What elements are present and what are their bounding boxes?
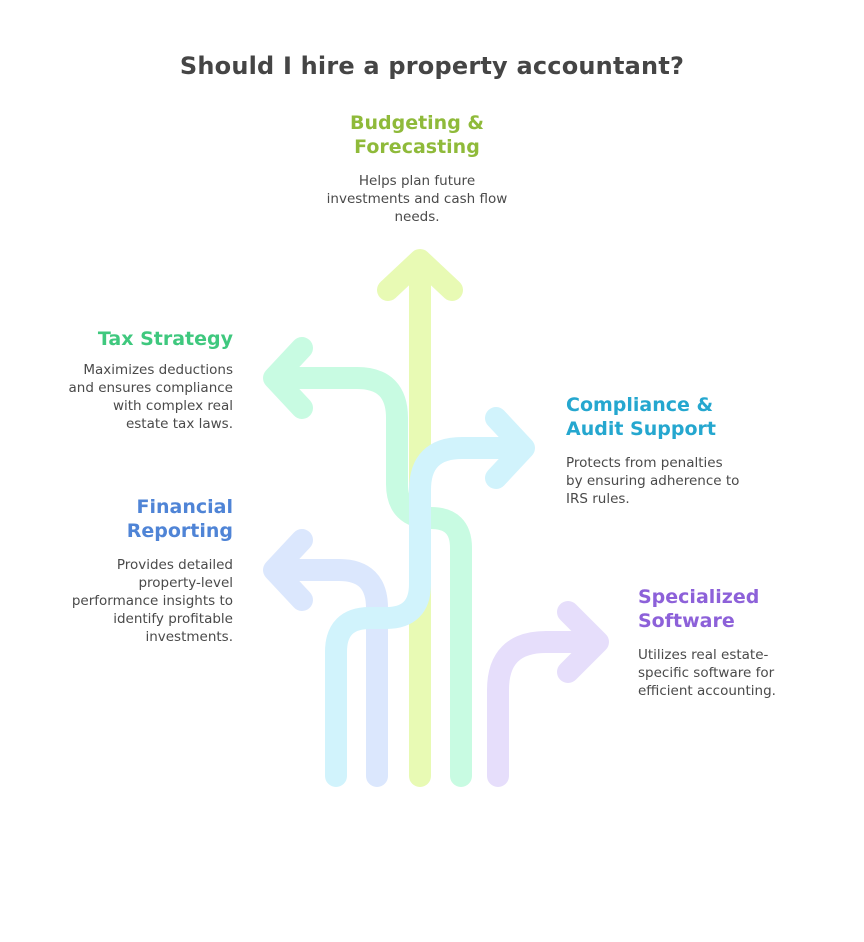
software-title: Specialized Software — [638, 586, 760, 632]
budgeting-title: Budgeting & Forecasting — [349, 112, 484, 158]
tax-description: Maximizes deductions and ensures compliance with complex real estate tax laws. — [68, 362, 233, 432]
software-description: Utilizes real estate- specific software for efficient accounting. — [638, 647, 776, 699]
financial-description: Provides detailed property-level performance insights to identify profitable investments. — [71, 557, 233, 645]
compliance-title: Compliance & Audit Support — [566, 394, 716, 440]
budgeting-description: Helps plan future investments and cash flow needs. — [326, 173, 508, 225]
compliance-description: Protects from penalties by ensuring adherence to IRS rules. — [566, 455, 740, 507]
diagram-title: Should I hire a property accountant? — [179, 52, 685, 80]
tax-title: Tax Strategy — [97, 328, 233, 350]
financial-title: Financial Reporting — [126, 496, 233, 542]
